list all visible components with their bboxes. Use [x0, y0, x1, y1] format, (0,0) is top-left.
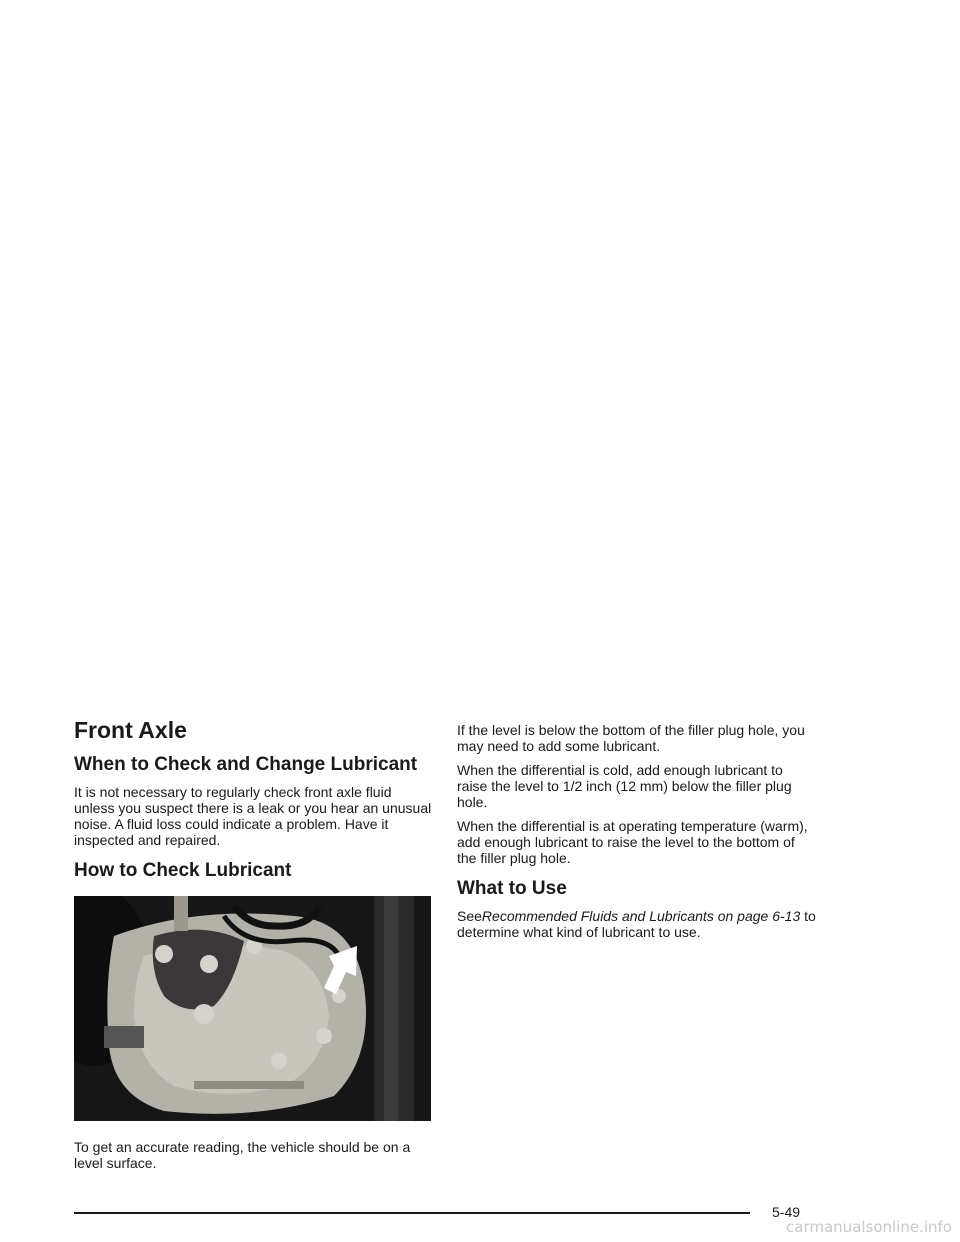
section-heading-how-to-check: How to Check Lubricant [74, 860, 292, 881]
right-column [457, 722, 817, 948]
section-text-when-to-check: It is not necessary to regularly check front axle fluid unless you suspect there is a leak or you hear an unusual noise. A fluid loss could indicate a problem. Have it inspected and repaired. [74, 784, 432, 848]
caption-level-surface: To get an accurate reading, the vehicle should be on a level surface. [74, 1139, 411, 1171]
axle-illustration [74, 896, 431, 1121]
watermark: carmanualsonline.info [786, 1218, 952, 1236]
paragraph-below-filler: If the level is below the bottom of the filler plug hole, you may need to add some lubricant. [457, 722, 805, 754]
cross-reference-link[interactable]: Recommended Fluids and Lubricants on page 6-13 [481, 908, 801, 924]
paragraph-cold: When the differential is cold, add enough lubricant to raise the level to 1/2 inch (12 mm) below the filler plug hole. [457, 762, 792, 810]
left-column [74, 716, 434, 1179]
page-title: Front Axle [74, 717, 187, 743]
see-word: See [457, 908, 482, 924]
section-heading-what-to-use: What to Use [457, 878, 567, 899]
see-tail: to determine what kind of lubricant to use. [457, 908, 816, 940]
paragraph-see-reference [457, 908, 817, 940]
front-axle-photo [74, 896, 431, 1121]
paragraph-warm: When the differential is at operating temperature (warm), add enough lubricant to raise the level to the bottom of the filler plug hole. [457, 818, 808, 866]
page-number: 5-49 [772, 1204, 801, 1220]
footer-rule [74, 1212, 750, 1214]
section-heading-when-to-check: When to Check and Change Lubricant [74, 754, 418, 775]
